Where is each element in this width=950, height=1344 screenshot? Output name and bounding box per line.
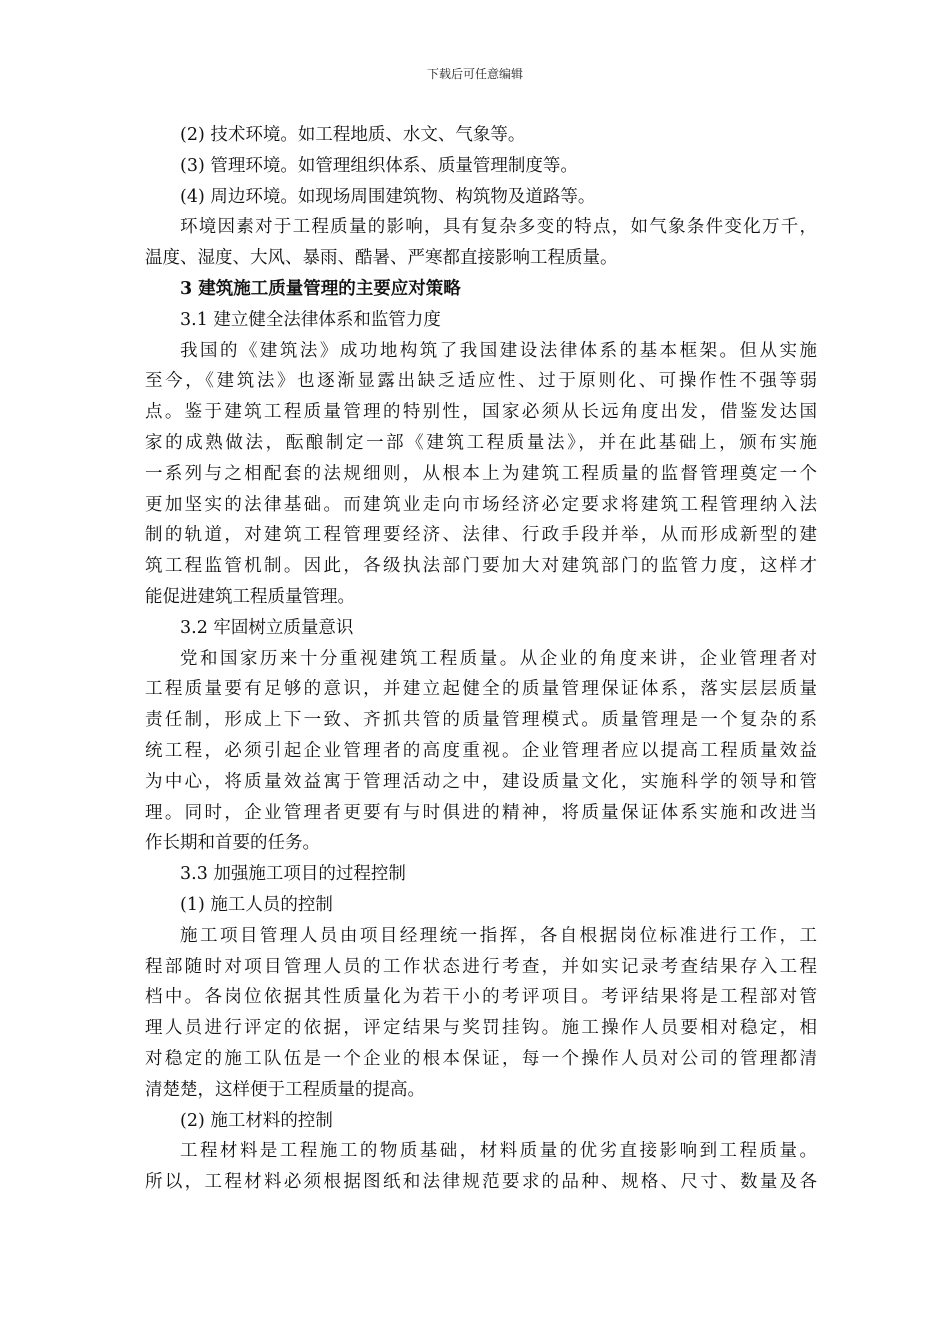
text-line: 理人员进行评定的依据，评定结果与奖罚挂钩。施工操作人员要相对稳定，相 [145, 1018, 817, 1039]
text-line: 程部随时对项目管理人员的工作状态进行考查，并如实记录考查结果存入工程 [145, 956, 817, 977]
text-line: 环境因素对于工程质量的影响，具有复杂多变的特点，如气象条件变化万千， [180, 217, 817, 238]
text-line: 我国的《建筑法》成功地构筑了我国建设法律体系的基本框架。但从实施 [180, 340, 817, 361]
text-line: 施工项目管理人员由项目经理统一指挥，各自根据岗位标准进行工作，工 [180, 925, 817, 946]
text-line: 3.3 加强施工项目的过程控制 [180, 864, 406, 885]
text-line: (2) 技术环境。如工程地质、水文、气象等。 [180, 125, 526, 145]
text-line: 能促进建筑工程质量管理。 [145, 586, 355, 607]
text-line: 党和国家历来十分重视建筑工程质量。从企业的角度来讲，企业管理者对 [180, 648, 817, 669]
text-line: 家的成熟做法，酝酿制定一部《建筑工程质量法》，并在此基础上，颁布实施 [145, 432, 817, 453]
text-line: 工程质量要有足够的意识，并建立起健全的质量管理保证体系，落实层层质量 [145, 679, 817, 700]
text-line: 更加坚实的法律基础。而建筑业走向市场经济必定要求将建筑工程管理纳入法 [145, 494, 817, 515]
text-line: 筑工程监管机制。因此，各级执法部门要加大对建筑部门的监管力度，这样才 [145, 556, 817, 577]
text-line: 对稳定的施工队伍是一个企业的根本保证，每一个操作人员对公司的管理都清 [145, 1048, 817, 1069]
text-line: 温度、湿度、大风、暴雨、酷暑、严寒都直接影响工程质量。 [145, 248, 618, 269]
text-line: 统工程，必须引起企业管理者的高度重视。企业管理者应以提高工程质量效益 [145, 740, 817, 761]
text-line: 责任制，形成上下一致、齐抓共管的质量管理模式。质量管理是一个复杂的系 [145, 710, 817, 731]
text-line: (1) 施工人员的控制 [180, 894, 333, 915]
text-line: (4) 周边环境。如现场周围建筑物、构筑物及道路等。 [180, 186, 596, 207]
text-line: 3.2 牢固树立质量意识 [180, 617, 354, 638]
text-line: 一系列与之相配套的法规细则，从根本上为建筑工程质量的监督管理奠定一个 [145, 463, 817, 484]
text-line: 所以，工程材料必须根据图纸和法律规范要求的品种、规格、尺寸、数量及各 [145, 1172, 817, 1193]
text-line: 至今，《建筑法》也逐渐显露出缺乏适应性、过于原则化、可操作性不强等弱 [145, 371, 817, 392]
text-line: 理。同时，企业管理者更要有与时俱进的精神，将质量保证体系实施和改进当 [145, 802, 817, 823]
text-line: 点。鉴于建筑工程质量管理的特别性，国家必须从长远角度出发，借鉴发达国 [145, 402, 817, 423]
text-line: (3) 管理环境。如管理组织体系、质量管理制度等。 [180, 155, 578, 176]
text-line: 作长期和首要的任务。 [145, 833, 320, 854]
text-line: 为中心，将质量效益寓于管理活动之中，建设质量文化，实施科学的领导和管 [145, 771, 817, 792]
section-heading: 3 建筑施工质量管理的主要应对策略 [180, 278, 461, 299]
text-line: 档中。各岗位依据其性质量化为若干小的考评项目。考评结果将是工程部对管 [145, 987, 817, 1008]
text-line: 制的轨道，对建筑工程管理要经济、法律、行政手段并举，从而形成新型的建 [145, 525, 817, 546]
text-line: 清楚楚，这样便于工程质量的提高。 [145, 1079, 425, 1100]
text-line: 工程材料是工程施工的物质基础，材料质量的优劣直接影响到工程质量。 [180, 1141, 817, 1162]
text-line: 3.1 建立健全法律体系和监管力度 [180, 309, 441, 330]
text-line: (2) 施工材料的控制 [180, 1110, 333, 1131]
page-header: 下载后可任意编辑 [426, 67, 523, 81]
document-body [145, 120, 817, 1198]
